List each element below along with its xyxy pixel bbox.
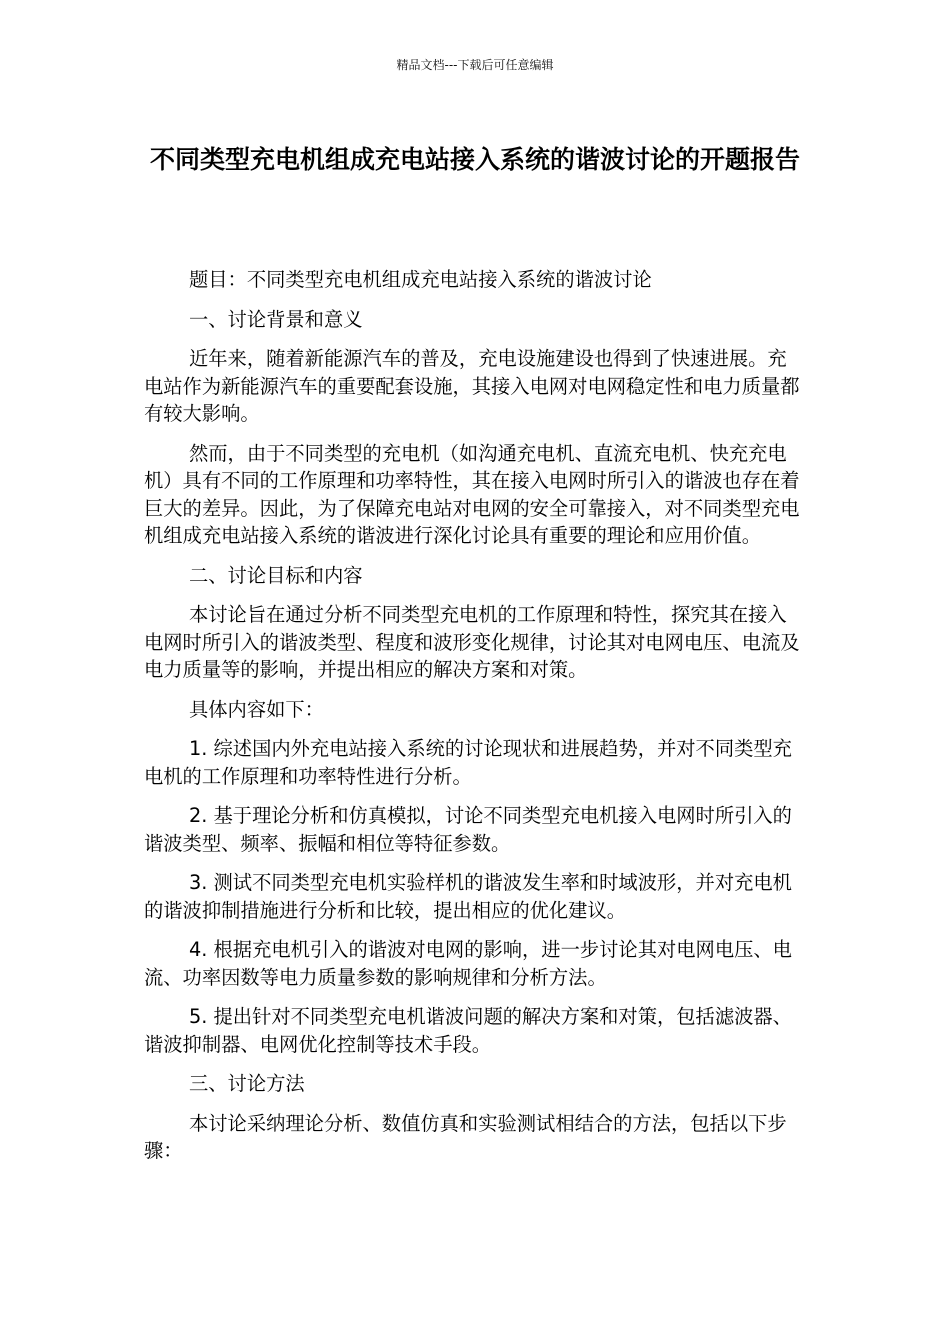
body-paragraph: 本讨论旨在通过分析不同类型充电机的工作原理和特性，探究其在接入电网时所引入的谐波类型、程度和波形变化规律，讨论其对电网电压、电流及电力质量等的影响，并提出相应的解决方案和对策。 (144, 603, 800, 681)
document-title: 不同类型充电机组成充电站接入系统的谐波讨论的开题报告 (149, 145, 800, 174)
list-item: 4. 根据充电机引入的谐波对电网的影响，进一步讨论其对电网电压、电流、功率因数等电力质量参数的影响规律和分析方法。 (144, 938, 792, 989)
list-item: 5. 提出针对不同类型充电机谐波问题的解决方案和对策，包括滤波器、谐波抑制器、电网优化控制等技术手段。 (144, 1005, 792, 1056)
body-paragraph: 然而，由于不同类型的充电机（如沟通充电机、直流充电机、快充充电机）具有不同的工作原理和功率特性，其在接入电网时所引入的谐波也存在着巨大的差异。因此，为了保障充电站对电网的安全可靠接入，对不同类型充电机组成充电站接入系统的谐波进行深化讨论具有重要的理论和应用价值。 (144, 441, 800, 547)
section-heading-background: 一、讨论背景和意义 (189, 307, 363, 331)
list-item: 3. 测试不同类型充电机实验样机的谐波发生率和时域波形，并对充电机的谐波抑制措施进行分析和比较，提出相应的优化建议。 (144, 871, 792, 922)
body-paragraph: 本讨论采纳理论分析、数值仿真和实验测试相结合的方法，包括以下步骤： (144, 1111, 787, 1162)
list-intro: 具体内容如下： (189, 697, 324, 721)
section-heading-methods: 三、讨论方法 (189, 1072, 305, 1095)
page-header-note: 精品文档---下载后可任意编辑 (396, 58, 554, 72)
list-item: 2. 基于理论分析和仿真模拟，讨论不同类型充电机接入电网时所引入的谐波类型、频率、振幅和相位等特征参数。 (144, 804, 792, 855)
body-paragraph: 近年来，随着新能源汽车的普及，充电设施建设也得到了快速进展。充电站作为新能源汽车的重要配套设施，其接入电网对电网稳定性和电力质量都有较大影响。 (144, 347, 800, 425)
document-body (144, 266, 804, 1177)
topic-line: 题目：不同类型充电机组成充电站接入系统的谐波讨论 (189, 268, 652, 291)
list-item: 1. 综述国内外充电站接入系统的讨论现状和进展趋势，并对不同类型充电机的工作原理和功率特性进行分析。 (144, 737, 792, 788)
section-heading-objectives: 二、讨论目标和内容 (189, 563, 363, 587)
